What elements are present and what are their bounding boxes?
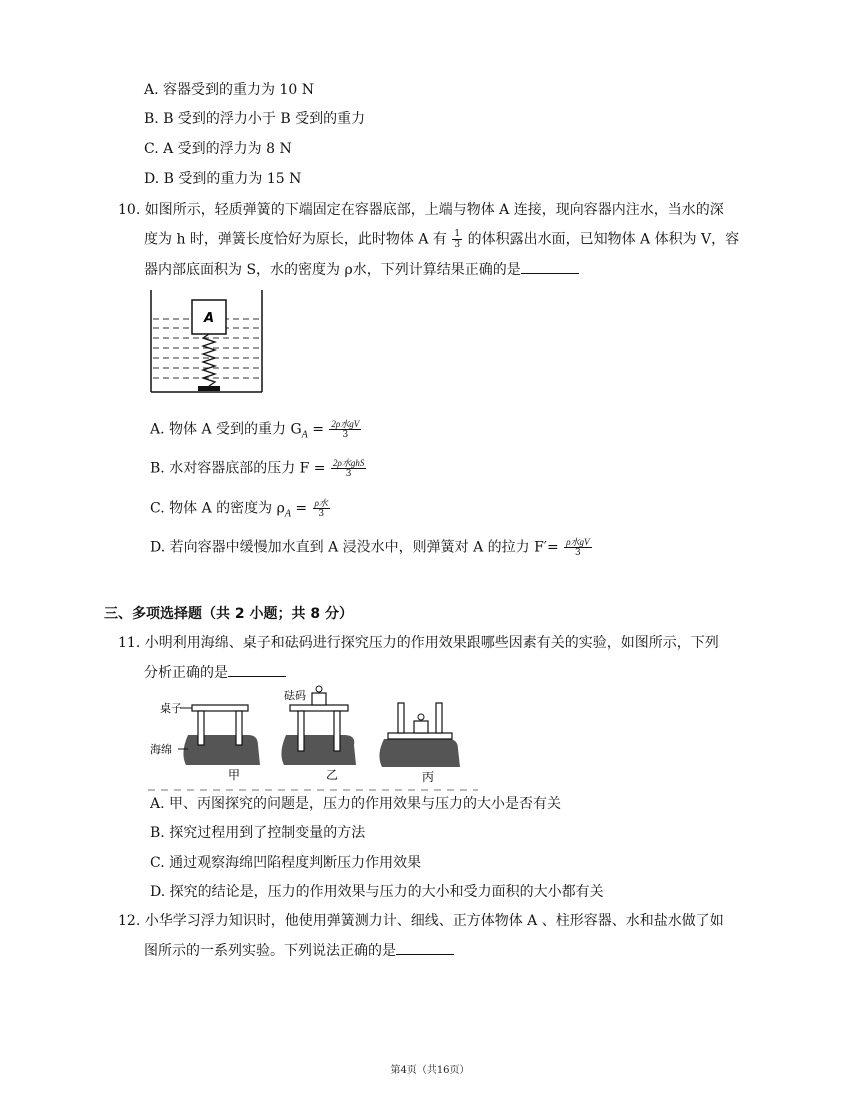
q10-option-b: B. 水对容器底部的压力 F = $\frac{\text{2ρ水ghS}}{3}$ (150, 458, 365, 479)
sponge-table-figure (148, 683, 478, 793)
spring-container-figure (148, 288, 266, 396)
q10-option-d: D. 若向容器中缓慢加水直到 A 浸没水中，则弹簧对 A 的拉力 F′= $\frac{\text{ρ水gV}}{3}$ (150, 537, 590, 558)
q11-stem-line2: 分析正确的是 (144, 662, 286, 683)
answer-blank (521, 259, 579, 274)
label-jia: 甲 (228, 768, 241, 782)
q10-stem-line1: 10. 如图所示，轻质弹簧的下端固定在容器底部，上端与物体 A 连接，现向容器内注水，当水的深 (118, 202, 724, 218)
q9-option-a: A. 容器受到的重力为 10 N (144, 82, 314, 98)
fraction-one-third: $\frac{1}{3}$ (454, 229, 461, 250)
label-weight: 砝码 (284, 689, 306, 702)
q11-stem-line1: 11. 小明利用海绵、桌子和砝码进行探究压力的作用效果跟哪些因素有关的实验，如图所示，下列 (118, 635, 719, 651)
q11-option-b: B. 探究过程用到了控制变量的方法 (150, 825, 366, 841)
label-yi: 乙 (326, 768, 339, 782)
block-a-label: A (203, 311, 215, 326)
answer-blank (396, 940, 454, 955)
page-footer: 第4页（共16页） (390, 1065, 470, 1076)
q11-option-d: D. 探究的结论是，压力的作用效果与压力的大小和受力面积的大小都有关 (150, 884, 604, 900)
label-sponge: 海绵 (150, 743, 172, 756)
label-bing: 丙 (422, 770, 435, 784)
q11-option-c: C. 通过观察海绵凹陷程度判断压力作用效果 (150, 855, 422, 871)
q10-option-c: C. 物体 A 的密度为 $\rho_A$ = $\frac{\text{ρ水}}{3}$ (150, 498, 328, 520)
q10-stem-line2: 度为 h 时，弹簧长度恰好为原长，此时物体 A 有 $\frac{1}{3}$ 的体积露出水面，已知物体 A 体积为 V，容 (144, 229, 740, 250)
q9-option-b: B. B 受到的浮力小于 B 受到的重力 (144, 111, 366, 127)
label-table: 桌子 (160, 702, 182, 715)
q11-option-a: A. 甲、丙图探究的问题是，压力的作用效果与压力的大小是否有关 (150, 796, 562, 812)
q10-option-a: A. 物体 A 受到的重力 $G_A$ = $\frac{\text{2ρ水gV}}{3}$ (150, 419, 360, 441)
section-title: 三、多项选择题（共 2 小题；共 8 分） (104, 606, 353, 622)
q9-option-d: D. B 受到的重力为 15 N (144, 171, 302, 187)
answer-blank (228, 662, 286, 677)
q12-stem-line1: 12. 小华学习浮力知识时，他使用弹簧测力计、细线、正方体物体 A 、柱形容器、水和盐水做了如 (118, 913, 724, 929)
q10-stem-line3: 器内部底面积为 S，水的密度为 ρ水，下列计算结果正确的是 (144, 259, 579, 280)
q9-option-c: C. A 受到的浮力为 8 N (144, 141, 292, 157)
q12-stem-line2: 图所示的一系列实验。下列说法正确的是 (144, 940, 454, 961)
